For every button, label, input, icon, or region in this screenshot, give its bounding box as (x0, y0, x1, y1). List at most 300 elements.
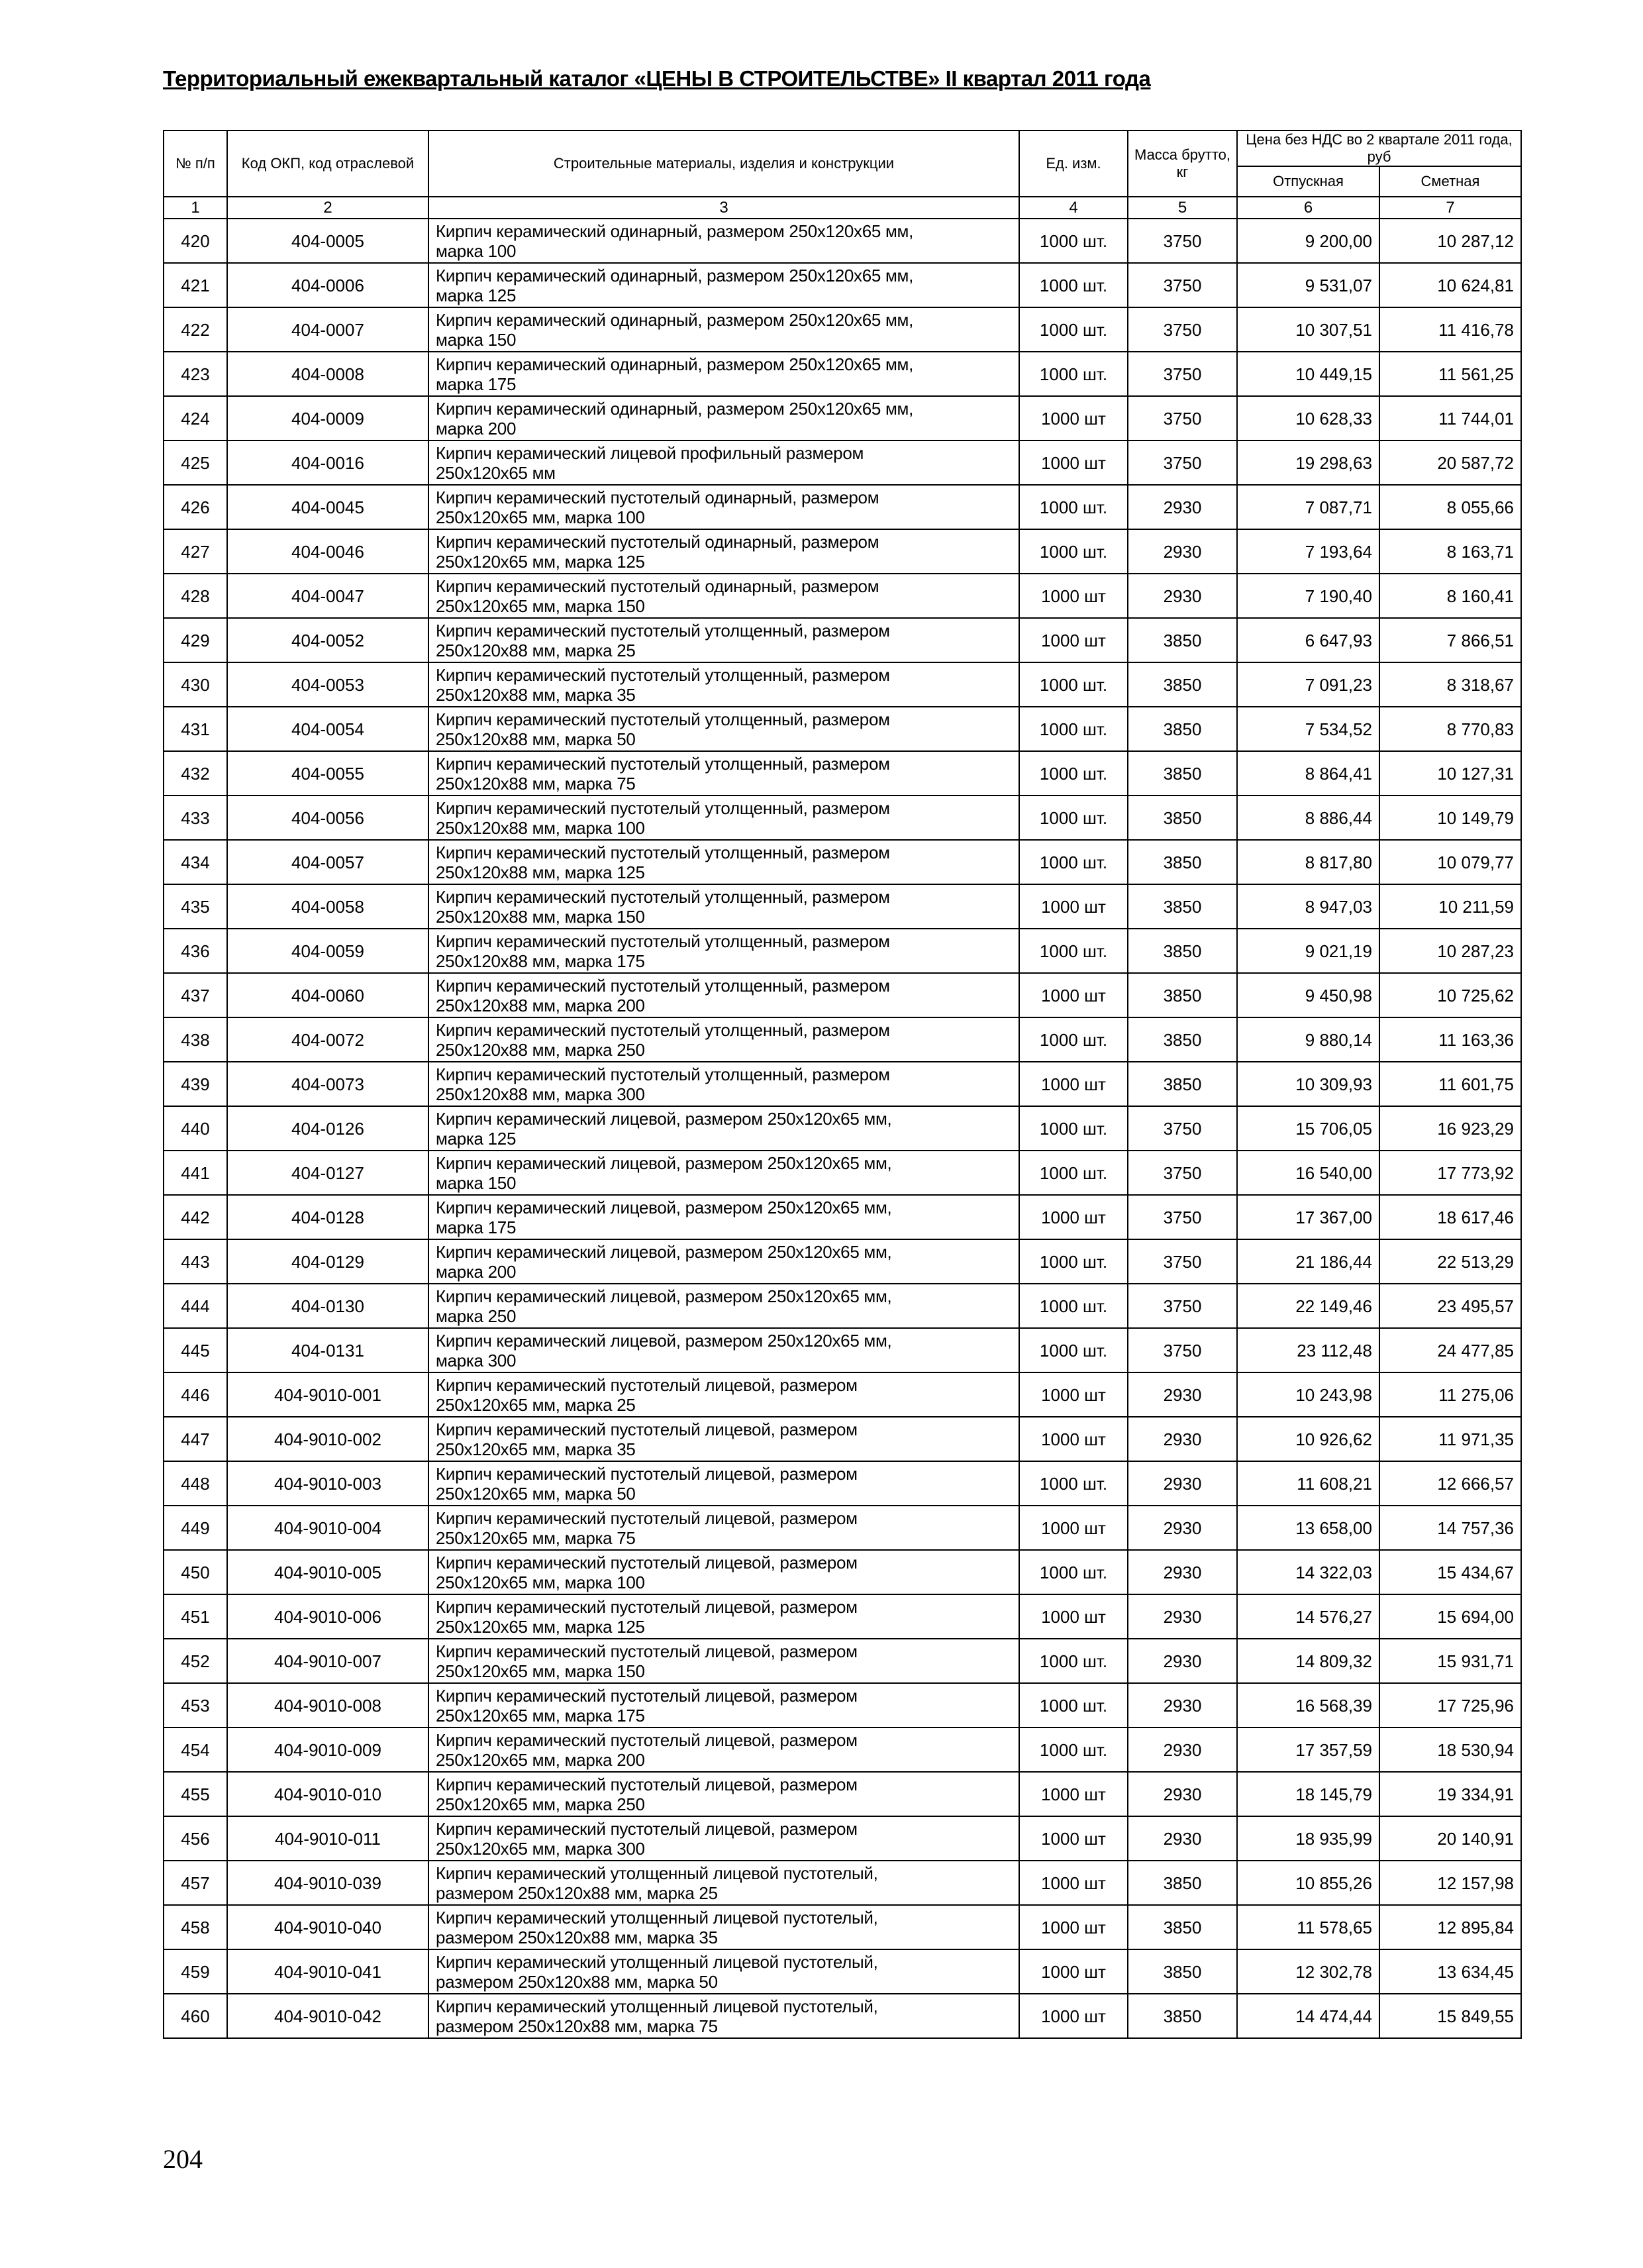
table-row (164, 574, 1521, 618)
table-row (164, 1727, 1521, 1772)
material-name: Кирпич керамический лицевой, размером 250x120x65 мм, марка 300 (428, 1328, 1019, 1372)
material-name: Кирпич керамический пустотелый утолщенный, размером 250x120x88 мм, марка 150 (428, 884, 1019, 929)
mass: 3850 (1128, 884, 1237, 929)
okp-code: 404-9010-039 (227, 1861, 428, 1905)
price-release: 16 568,39 (1237, 1683, 1379, 1727)
price-estimate: 8 163,71 (1379, 529, 1521, 574)
price-table (163, 130, 1522, 2039)
mass: 3750 (1128, 1284, 1237, 1328)
price-estimate: 10 725,62 (1379, 973, 1521, 1017)
price-estimate: 14 757,36 (1379, 1506, 1521, 1550)
material-name: Кирпич керамический пустотелый лицевой, размером 250x120x65 мм, марка 250 (428, 1772, 1019, 1816)
row-number: 424 (164, 396, 227, 440)
table-row (164, 352, 1521, 396)
row-number: 437 (164, 973, 227, 1017)
mass: 3750 (1128, 307, 1237, 352)
row-number: 452 (164, 1639, 227, 1683)
unit: 1000 шт. (1019, 1239, 1128, 1284)
header-number: № п/п (164, 130, 227, 197)
okp-code: 404-9010-002 (227, 1417, 428, 1461)
table-row (164, 707, 1521, 751)
material-name: Кирпич керамический лицевой, размером 250x120x65 мм, марка 175 (428, 1195, 1019, 1239)
material-name: Кирпич керамический одинарный, размером 250x120x65 мм, марка 100 (428, 219, 1019, 263)
mass: 3750 (1128, 219, 1237, 263)
material-name: Кирпич керамический пустотелый одинарный, размером 250x120x65 мм, марка 100 (428, 485, 1019, 529)
table-row (164, 1506, 1521, 1550)
price-release: 12 302,78 (1237, 1949, 1379, 1994)
price-release: 21 186,44 (1237, 1239, 1379, 1284)
header-unit: Ед. изм. (1019, 130, 1128, 197)
material-name: Кирпич керамический пустотелый утолщенный, размером 250x120x88 мм, марка 100 (428, 796, 1019, 840)
table-row (164, 263, 1521, 307)
document-title: Территориальный ежеквартальный каталог «ЦЕНЫ В СТРОИТЕЛЬСТВЕ» II квартал 2011 года (163, 66, 1151, 91)
okp-code: 404-0005 (227, 219, 428, 263)
table-row (164, 219, 1521, 263)
okp-code: 404-0129 (227, 1239, 428, 1284)
row-number: 432 (164, 751, 227, 796)
price-release: 10 309,93 (1237, 1062, 1379, 1106)
unit: 1000 шт (1019, 440, 1128, 485)
header-name: Строительные материалы, изделия и конструкции (428, 130, 1019, 197)
material-name: Кирпич керамический лицевой, размером 250x120x65 мм, марка 250 (428, 1284, 1019, 1328)
unit: 1000 шт. (1019, 1151, 1128, 1195)
material-name: Кирпич керамический пустотелый лицевой, размером 250x120x65 мм, марка 25 (428, 1372, 1019, 1417)
price-release: 10 926,62 (1237, 1417, 1379, 1461)
price-estimate: 22 513,29 (1379, 1239, 1521, 1284)
okp-code: 404-0126 (227, 1106, 428, 1151)
row-number: 445 (164, 1328, 227, 1372)
okp-code: 404-0073 (227, 1062, 428, 1106)
price-release: 9 531,07 (1237, 263, 1379, 307)
unit: 1000 шт. (1019, 1683, 1128, 1727)
table-row (164, 396, 1521, 440)
okp-code: 404-9010-008 (227, 1683, 428, 1727)
row-number: 450 (164, 1550, 227, 1594)
table-row (164, 1106, 1521, 1151)
unit: 1000 шт. (1019, 1639, 1128, 1683)
unit: 1000 шт. (1019, 263, 1128, 307)
okp-code: 404-0007 (227, 307, 428, 352)
price-estimate: 11 275,06 (1379, 1372, 1521, 1417)
mass: 3750 (1128, 1195, 1237, 1239)
unit: 1000 шт. (1019, 1106, 1128, 1151)
price-release: 13 658,00 (1237, 1506, 1379, 1550)
table-row (164, 1461, 1521, 1506)
row-number: 427 (164, 529, 227, 574)
price-release: 10 855,26 (1237, 1861, 1379, 1905)
mass: 3750 (1128, 396, 1237, 440)
row-number: 426 (164, 485, 227, 529)
row-number: 429 (164, 618, 227, 662)
table-row (164, 1949, 1521, 1994)
mass: 3850 (1128, 840, 1237, 884)
price-estimate: 11 601,75 (1379, 1062, 1521, 1106)
row-number: 451 (164, 1594, 227, 1639)
column-number: 3 (428, 197, 1019, 219)
price-release: 8 947,03 (1237, 884, 1379, 929)
material-name: Кирпич керамический пустотелый утолщенный, размером 250x120x88 мм, марка 200 (428, 973, 1019, 1017)
table-row (164, 529, 1521, 574)
table-row (164, 1417, 1521, 1461)
unit: 1000 шт. (1019, 1284, 1128, 1328)
row-number: 436 (164, 929, 227, 973)
material-name: Кирпич керамический пустотелый лицевой, размером 250x120x65 мм, марка 100 (428, 1550, 1019, 1594)
okp-code: 404-0055 (227, 751, 428, 796)
price-release: 17 357,59 (1237, 1727, 1379, 1772)
table-row (164, 1550, 1521, 1594)
material-name: Кирпич керамический одинарный, размером 250x120x65 мм, марка 175 (428, 352, 1019, 396)
okp-code: 404-0054 (227, 707, 428, 751)
price-estimate: 15 931,71 (1379, 1639, 1521, 1683)
table-row (164, 1372, 1521, 1417)
table-row (164, 1772, 1521, 1816)
mass: 2930 (1128, 485, 1237, 529)
column-number: 2 (227, 197, 428, 219)
column-number: 4 (1019, 197, 1128, 219)
column-number: 1 (164, 197, 227, 219)
price-release: 10 628,33 (1237, 396, 1379, 440)
unit: 1000 шт. (1019, 219, 1128, 263)
price-release: 10 449,15 (1237, 352, 1379, 396)
mass: 2930 (1128, 529, 1237, 574)
price-estimate: 11 744,01 (1379, 396, 1521, 440)
okp-code: 404-0058 (227, 884, 428, 929)
row-number: 457 (164, 1861, 227, 1905)
okp-code: 404-0057 (227, 840, 428, 884)
unit: 1000 шт. (1019, 796, 1128, 840)
price-release: 8 886,44 (1237, 796, 1379, 840)
price-estimate: 12 666,57 (1379, 1461, 1521, 1506)
price-estimate: 10 127,31 (1379, 751, 1521, 796)
price-estimate: 11 416,78 (1379, 307, 1521, 352)
table-row (164, 1239, 1521, 1284)
mass: 3850 (1128, 973, 1237, 1017)
okp-code: 404-9010-006 (227, 1594, 428, 1639)
unit: 1000 шт (1019, 973, 1128, 1017)
table-row (164, 929, 1521, 973)
header-price-group: Цена без НДС во 2 квартале 2011 года, руб (1237, 130, 1521, 166)
mass: 3850 (1128, 662, 1237, 707)
material-name: Кирпич керамический пустотелый лицевой, размером 250x120x65 мм, марка 35 (428, 1417, 1019, 1461)
mass: 3750 (1128, 263, 1237, 307)
column-number: 5 (1128, 197, 1237, 219)
mass: 2930 (1128, 1550, 1237, 1594)
table-row (164, 840, 1521, 884)
mass: 2930 (1128, 1372, 1237, 1417)
okp-code: 404-9010-010 (227, 1772, 428, 1816)
unit: 1000 шт (1019, 574, 1128, 618)
row-number: 460 (164, 1994, 227, 2038)
price-estimate: 20 140,91 (1379, 1816, 1521, 1861)
row-number: 458 (164, 1905, 227, 1949)
price-release: 11 608,21 (1237, 1461, 1379, 1506)
price-release: 9 200,00 (1237, 219, 1379, 263)
unit: 1000 шт (1019, 1949, 1128, 1994)
unit: 1000 шт. (1019, 352, 1128, 396)
price-release: 15 706,05 (1237, 1106, 1379, 1151)
unit: 1000 шт. (1019, 1727, 1128, 1772)
price-release: 7 091,23 (1237, 662, 1379, 707)
mass: 3750 (1128, 1151, 1237, 1195)
mass: 3850 (1128, 796, 1237, 840)
unit: 1000 шт (1019, 1372, 1128, 1417)
mass: 3850 (1128, 1861, 1237, 1905)
unit: 1000 шт. (1019, 840, 1128, 884)
okp-code: 404-0128 (227, 1195, 428, 1239)
unit: 1000 шт (1019, 1417, 1128, 1461)
price-release: 7 087,71 (1237, 485, 1379, 529)
unit: 1000 шт (1019, 1506, 1128, 1550)
okp-code: 404-0127 (227, 1151, 428, 1195)
price-estimate: 23 495,57 (1379, 1284, 1521, 1328)
mass: 2930 (1128, 1506, 1237, 1550)
table-row (164, 796, 1521, 840)
price-estimate: 15 434,67 (1379, 1550, 1521, 1594)
row-number: 430 (164, 662, 227, 707)
table-row (164, 1905, 1521, 1949)
okp-code: 404-0046 (227, 529, 428, 574)
unit: 1000 шт (1019, 1062, 1128, 1106)
mass: 3850 (1128, 707, 1237, 751)
column-number-row (164, 197, 1521, 219)
mass: 2930 (1128, 1816, 1237, 1861)
material-name: Кирпич керамический утолщенный лицевой пустотелый, размером 250x120x88 мм, марка 50 (428, 1949, 1019, 1994)
material-name: Кирпич керамический лицевой, размером 250x120x65 мм, марка 150 (428, 1151, 1019, 1195)
okp-code: 404-0008 (227, 352, 428, 396)
price-estimate: 10 211,59 (1379, 884, 1521, 929)
price-release: 22 149,46 (1237, 1284, 1379, 1328)
mass: 3850 (1128, 751, 1237, 796)
unit: 1000 шт (1019, 884, 1128, 929)
material-name: Кирпич керамический одинарный, размером 250x120x65 мм, марка 150 (428, 307, 1019, 352)
okp-code: 404-0016 (227, 440, 428, 485)
material-name: Кирпич керамический пустотелый лицевой, размером 250x120x65 мм, марка 175 (428, 1683, 1019, 1727)
price-release: 7 193,64 (1237, 529, 1379, 574)
mass: 3850 (1128, 1994, 1237, 2038)
table-row (164, 485, 1521, 529)
mass: 3750 (1128, 352, 1237, 396)
table-row (164, 1816, 1521, 1861)
price-estimate: 10 287,23 (1379, 929, 1521, 973)
unit: 1000 шт. (1019, 307, 1128, 352)
unit: 1000 шт (1019, 1594, 1128, 1639)
row-number: 440 (164, 1106, 227, 1151)
okp-code: 404-9010-042 (227, 1994, 428, 2038)
mass: 2930 (1128, 1727, 1237, 1772)
unit: 1000 шт (1019, 396, 1128, 440)
unit: 1000 шт. (1019, 662, 1128, 707)
price-release: 23 112,48 (1237, 1328, 1379, 1372)
table-row (164, 1328, 1521, 1372)
table-row (164, 1195, 1521, 1239)
price-release: 9 021,19 (1237, 929, 1379, 973)
price-estimate: 18 530,94 (1379, 1727, 1521, 1772)
table-row (164, 973, 1521, 1017)
column-number: 6 (1237, 197, 1379, 219)
material-name: Кирпич керамический утолщенный лицевой пустотелый, размером 250x120x88 мм, марка 25 (428, 1861, 1019, 1905)
mass: 3850 (1128, 618, 1237, 662)
okp-code: 404-9010-003 (227, 1461, 428, 1506)
mass: 2930 (1128, 1417, 1237, 1461)
price-release: 14 474,44 (1237, 1994, 1379, 2038)
unit: 1000 шт (1019, 1861, 1128, 1905)
okp-code: 404-0056 (227, 796, 428, 840)
material-name: Кирпич керамический одинарный, размером 250x120x65 мм, марка 200 (428, 396, 1019, 440)
table-row (164, 1017, 1521, 1062)
price-release: 7 534,52 (1237, 707, 1379, 751)
price-estimate: 24 477,85 (1379, 1328, 1521, 1372)
okp-code: 404-9010-005 (227, 1550, 428, 1594)
unit: 1000 шт. (1019, 929, 1128, 973)
mass: 3850 (1128, 1905, 1237, 1949)
unit: 1000 шт. (1019, 707, 1128, 751)
okp-code: 404-9010-001 (227, 1372, 428, 1417)
table-row (164, 1994, 1521, 2038)
price-estimate: 15 849,55 (1379, 1994, 1521, 2038)
okp-code: 404-0052 (227, 618, 428, 662)
price-release: 14 322,03 (1237, 1550, 1379, 1594)
price-release: 14 809,32 (1237, 1639, 1379, 1683)
material-name: Кирпич керамический лицевой, размером 250x120x65 мм, марка 125 (428, 1106, 1019, 1151)
price-release: 10 243,98 (1237, 1372, 1379, 1417)
price-release: 18 145,79 (1237, 1772, 1379, 1816)
row-number: 459 (164, 1949, 227, 1994)
table-row (164, 1861, 1521, 1905)
material-name: Кирпич керамический пустотелый одинарный, размером 250x120x65 мм, марка 125 (428, 529, 1019, 574)
row-number: 438 (164, 1017, 227, 1062)
price-release: 17 367,00 (1237, 1195, 1379, 1239)
mass: 2930 (1128, 574, 1237, 618)
okp-code: 404-0060 (227, 973, 428, 1017)
mass: 3850 (1128, 1017, 1237, 1062)
okp-code: 404-9010-009 (227, 1727, 428, 1772)
material-name: Кирпич керамический лицевой профильный размером 250x120x65 мм (428, 440, 1019, 485)
price-estimate: 8 770,83 (1379, 707, 1521, 751)
unit: 1000 шт. (1019, 1461, 1128, 1506)
unit: 1000 шт. (1019, 485, 1128, 529)
row-number: 428 (164, 574, 227, 618)
header-code: Код ОКП, код отраслевой (227, 130, 428, 197)
okp-code: 404-9010-040 (227, 1905, 428, 1949)
table-row (164, 1683, 1521, 1727)
mass: 2930 (1128, 1461, 1237, 1506)
unit: 1000 шт (1019, 1905, 1128, 1949)
price-estimate: 19 334,91 (1379, 1772, 1521, 1816)
mass: 3850 (1128, 1949, 1237, 1994)
material-name: Кирпич керамический пустотелый лицевой, размером 250x120x65 мм, марка 50 (428, 1461, 1019, 1506)
price-estimate: 15 694,00 (1379, 1594, 1521, 1639)
price-estimate: 8 318,67 (1379, 662, 1521, 707)
okp-code: 404-9010-011 (227, 1816, 428, 1861)
price-estimate: 13 634,45 (1379, 1949, 1521, 1994)
okp-code: 404-0045 (227, 485, 428, 529)
price-estimate: 16 923,29 (1379, 1106, 1521, 1151)
row-number: 442 (164, 1195, 227, 1239)
price-release: 6 647,93 (1237, 618, 1379, 662)
price-estimate: 18 617,46 (1379, 1195, 1521, 1239)
table-row (164, 1284, 1521, 1328)
material-name: Кирпич керамический утолщенный лицевой пустотелый, размером 250x120x88 мм, марка 35 (428, 1905, 1019, 1949)
material-name: Кирпич керамический пустотелый утолщенный, размером 250x120x88 мм, марка 35 (428, 662, 1019, 707)
unit: 1000 шт. (1019, 529, 1128, 574)
price-estimate: 10 149,79 (1379, 796, 1521, 840)
material-name: Кирпич керамический пустотелый лицевой, размером 250x120x65 мм, марка 125 (428, 1594, 1019, 1639)
row-number: 425 (164, 440, 227, 485)
material-name: Кирпич керамический пустотелый лицевой, размером 250x120x65 мм, марка 200 (428, 1727, 1019, 1772)
okp-code: 404-0131 (227, 1328, 428, 1372)
row-number: 423 (164, 352, 227, 396)
row-number: 421 (164, 263, 227, 307)
price-release: 10 307,51 (1237, 307, 1379, 352)
price-estimate: 8 160,41 (1379, 574, 1521, 618)
row-number: 455 (164, 1772, 227, 1816)
mass: 2930 (1128, 1639, 1237, 1683)
page-number: 204 (163, 2144, 203, 2174)
price-estimate: 7 866,51 (1379, 618, 1521, 662)
unit: 1000 шт (1019, 1816, 1128, 1861)
price-release: 14 576,27 (1237, 1594, 1379, 1639)
table-row (164, 1062, 1521, 1106)
header-price-release: Отпускная (1237, 166, 1379, 197)
price-estimate: 10 624,81 (1379, 263, 1521, 307)
row-number: 434 (164, 840, 227, 884)
table-row (164, 618, 1521, 662)
price-estimate: 10 287,12 (1379, 219, 1521, 263)
okp-code: 404-0009 (227, 396, 428, 440)
okp-code: 404-0006 (227, 263, 428, 307)
mass: 2930 (1128, 1683, 1237, 1727)
row-number: 447 (164, 1417, 227, 1461)
price-release: 19 298,63 (1237, 440, 1379, 485)
price-estimate: 17 773,92 (1379, 1151, 1521, 1195)
row-number: 441 (164, 1151, 227, 1195)
price-estimate: 20 587,72 (1379, 440, 1521, 485)
row-number: 446 (164, 1372, 227, 1417)
price-release: 7 190,40 (1237, 574, 1379, 618)
unit: 1000 шт (1019, 1772, 1128, 1816)
table-row (164, 1151, 1521, 1195)
row-number: 449 (164, 1506, 227, 1550)
material-name: Кирпич керамический пустотелый утолщенный, размером 250x120x88 мм, марка 300 (428, 1062, 1019, 1106)
okp-code: 404-0047 (227, 574, 428, 618)
material-name: Кирпич керамический утолщенный лицевой пустотелый, размером 250x120x88 мм, марка 75 (428, 1994, 1019, 2038)
okp-code: 404-0053 (227, 662, 428, 707)
table-row (164, 440, 1521, 485)
table-row (164, 751, 1521, 796)
price-release: 9 880,14 (1237, 1017, 1379, 1062)
row-number: 431 (164, 707, 227, 751)
row-number: 448 (164, 1461, 227, 1506)
price-release: 11 578,65 (1237, 1905, 1379, 1949)
okp-code: 404-0072 (227, 1017, 428, 1062)
price-release: 8 864,41 (1237, 751, 1379, 796)
material-name: Кирпич керамический пустотелый утолщенный, размером 250x120x88 мм, марка 175 (428, 929, 1019, 973)
table-row (164, 884, 1521, 929)
price-estimate: 12 895,84 (1379, 1905, 1521, 1949)
unit: 1000 шт (1019, 618, 1128, 662)
mass: 3850 (1128, 929, 1237, 973)
material-name: Кирпич керамический пустотелый утолщенный, размером 250x120x88 мм, марка 75 (428, 751, 1019, 796)
price-release: 9 450,98 (1237, 973, 1379, 1017)
unit: 1000 шт (1019, 1195, 1128, 1239)
material-name: Кирпич керамический пустотелый одинарный, размером 250x120x65 мм, марка 150 (428, 574, 1019, 618)
mass: 2930 (1128, 1772, 1237, 1816)
unit: 1000 шт. (1019, 1328, 1128, 1372)
unit: 1000 шт (1019, 1994, 1128, 2038)
unit: 1000 шт. (1019, 1550, 1128, 1594)
okp-code: 404-9010-004 (227, 1506, 428, 1550)
mass: 3850 (1128, 1062, 1237, 1106)
